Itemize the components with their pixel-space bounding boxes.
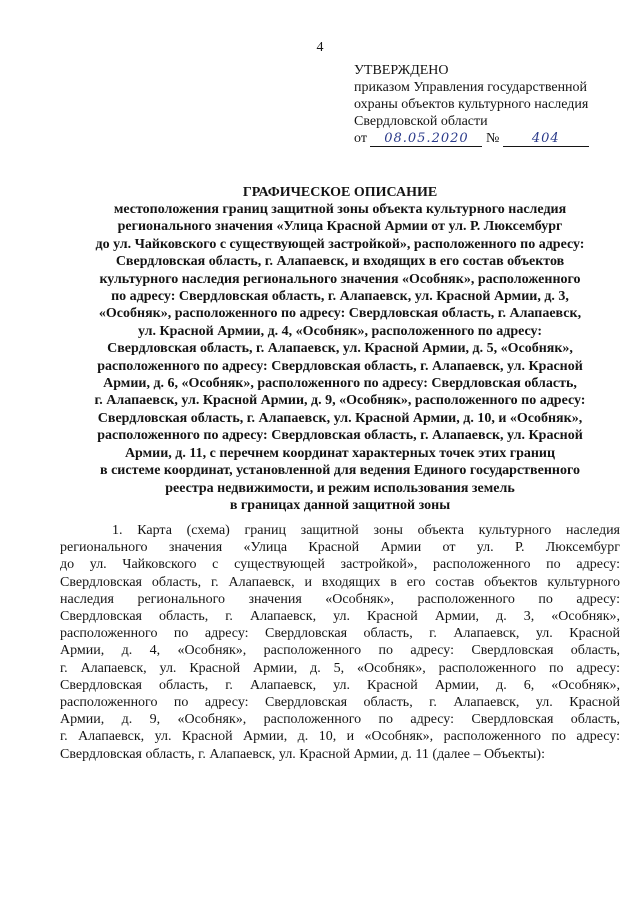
title-subtitle: [60, 201, 620, 514]
body-line: 1. Карта (схема) границ защитной зоны объекта культурного наследия: [112, 523, 620, 538]
title-line: Свердловская область, г. Алапаевск, ул. Красной Армии, д. 10, и «Особняк»,: [97, 410, 583, 426]
title-line: регионального значения «Улица Красной Армии от ул. Р. Люксембург: [117, 219, 563, 235]
title-line: в границах данной защитной зоны: [229, 497, 451, 513]
body-line: Армии, д. 9, «Особняк», расположенного по адресу: Свердловская область,: [60, 712, 620, 728]
approval-date-line: [354, 130, 624, 147]
body-line: регионального значения «Улица Красной Армии от ул. Р. Люксембург: [60, 540, 620, 556]
title-line: в системе координат, установленной для ведения Единого государственного: [100, 463, 580, 479]
page-number: 4: [316, 40, 324, 55]
body-line: Армии, д. 4, «Особняк», расположенного по адресу: Свердловская область,: [60, 643, 620, 659]
body-line: г. Алапаевск, ул. Красной Армии, д. 10, и «Особняк», расположенного по адресу:: [60, 729, 620, 745]
title-line: ул. Красной Армии, д. 4, «Особняк», расположенного по адресу:: [137, 323, 543, 339]
title-line: г. Алапаевск, ул. Красной Армии, д. 9, «Особняк», расположенного по адресу:: [94, 393, 586, 409]
body-line: Свердловская область, г. Алапаевск, ул. Красной Армии, д. 6, «Особняк»,: [60, 677, 620, 693]
body-line: расположенного по адресу: Свердловская область, г. Алапаевск, ул. Красной: [60, 626, 620, 642]
title-line: расположенного по адресу: Свердловская область, г. Алапаевск, ул. Красной: [97, 358, 583, 374]
date-prefix: от: [354, 131, 367, 146]
title-line: «Особняк», расположенного по адресу: Свердловская область, г. Алапаевск,: [98, 306, 582, 322]
title-line: по адресу: Свердловская область, г. Алапаевск, ул. Красной Армии, д. 3,: [111, 289, 569, 305]
body-paragraph: [60, 522, 620, 763]
handwritten-number: 404: [503, 131, 589, 147]
number-prefix: №: [485, 131, 500, 146]
document-title: [60, 184, 620, 514]
body-line: расположенного по адресу: Свердловская область, г. Алапаевск, ул. Красной: [60, 695, 620, 711]
body-line: Свердловская область, г. Алапаевск, и входящих в его состав объектов культурного: [60, 574, 620, 590]
title-line: расположенного по адресу: Свердловская область, г. Алапаевск, ул. Красной: [97, 428, 583, 444]
title-line: Свердловская область, г. Алапаевск, ул. Красной Армии, д. 5, «Особняк»,: [107, 341, 573, 357]
approval-title: УТВЕРЖДЕНО: [354, 63, 449, 78]
approval-line-1: приказом Управления государственной: [354, 80, 588, 95]
title-line: местоположения границ защитной зоны объекта культурного наследия: [113, 202, 567, 217]
body-line: г. Алапаевск, ул. Красной Армии, д. 5, «Особняк», расположенного по адресу:: [60, 660, 620, 676]
handwritten-date: 08.05.2020: [370, 131, 482, 147]
title-line: Армии, д. 11, с перечнем координат характерных точек этих границ: [124, 445, 556, 461]
body-line: Свердловская область, г. Алапаевск, ул. Красной Армии, д. 11 (далее – Объекты):: [60, 746, 545, 762]
title-heading: ГРАФИЧЕСКОЕ ОПИСАНИЕ: [242, 185, 438, 200]
approval-stamp: [354, 62, 624, 147]
approval-line-2: охраны объектов культурного наследия: [354, 97, 589, 112]
title-line: Свердловская область, г. Алапаевск, и входящих в его состав объектов: [115, 254, 565, 270]
body-line: наследия регионального значения «Особняк», расположенного по адресу:: [60, 591, 620, 607]
title-line: до ул. Чайковского с существующей застройкой», расположенного по адресу:: [95, 236, 585, 252]
approval-line-3: Свердловской области: [354, 114, 488, 129]
body-line: Свердловская область, г. Алапаевск, ул. Красной Армии, д. 3, «Особняк»,: [60, 609, 620, 625]
title-line: Армии, д. 6, «Особняк», расположенного по адресу: Свердловская область,: [103, 376, 577, 392]
title-line: реестра недвижимости, и режим использования земель: [165, 480, 515, 496]
title-line: культурного наследия регионального значения «Особняк», расположенного: [99, 271, 581, 287]
body-line: до ул. Чайковского с существующей застройкой», расположенного по адресу:: [60, 557, 620, 573]
